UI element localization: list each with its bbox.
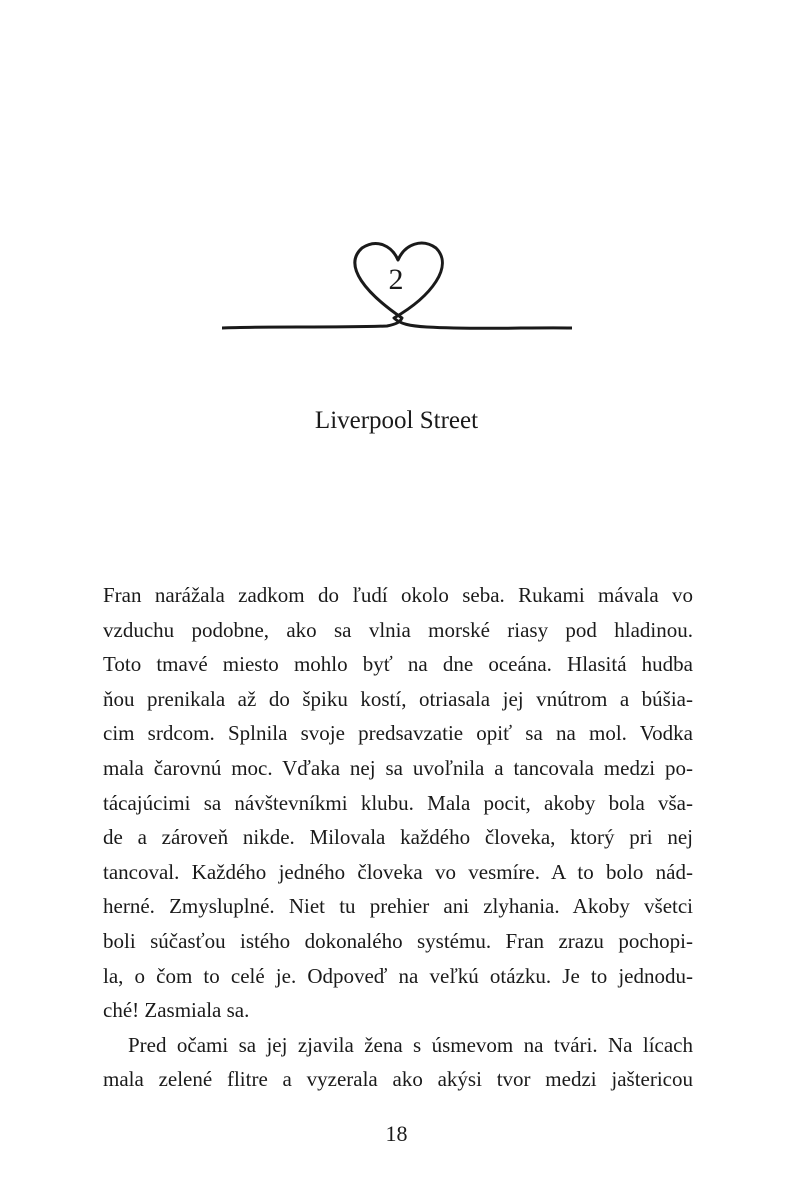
body-text bbox=[103, 578, 693, 1097]
text-line: Toto tmavé miesto mohlo byť na dne oceána. Hlasitá hudba bbox=[103, 652, 693, 677]
text-line: ňou prenikala až do špiku kostí, otriasala jej vnútrom a búšia- bbox=[103, 686, 693, 711]
text-line: tancoval. Každého jedného človeka vo vesmíre. A to bolo nád- bbox=[103, 859, 693, 884]
chapter-number: 2 bbox=[388, 263, 404, 296]
text-line: mala zelené flitre a vyzerala ako akýsi tvor medzi jaštericou bbox=[103, 1067, 693, 1092]
text-line: la, o čom to celé je. Odpoveď na veľkú otázku. Je to jednodu- bbox=[103, 963, 693, 988]
text-line: mala čarovnú moc. Vďaka nej sa uvoľnila a tancovala medzi po- bbox=[103, 755, 693, 780]
text-line: ché! Zasmiala sa. bbox=[103, 998, 250, 1023]
text-line: vzduchu podobne, ako sa vlnia morské riasy pod hladinou. bbox=[103, 617, 693, 642]
page-number: 18 bbox=[385, 1121, 408, 1146]
text-line: cim srdcom. Splnila svoje predsavzatie opiť sa na mol. Vodka bbox=[103, 721, 693, 746]
text-line: boli súčasťou istého dokonalého systému. Fran zrazu pochopi- bbox=[103, 928, 693, 953]
text-line: de a zároveň nikde. Milovala každého človeka, ktorý pri nej bbox=[103, 825, 693, 850]
text-line: Pred očami sa jej zjavila žena s úsmevom na tvári. Na lícach bbox=[128, 1032, 693, 1057]
text-line: tácajúcimi sa návštevníkmi klubu. Mala pocit, akoby bola vša- bbox=[103, 790, 693, 815]
chapter-title: Liverpool Street bbox=[314, 407, 479, 434]
text-line: herné. Zmysluplné. Niet tu prehier ani zlyhania. Akoby všetci bbox=[103, 894, 693, 919]
text-line: Fran narážala zadkom do ľudí okolo seba. Rukami mávala vo bbox=[103, 583, 693, 607]
